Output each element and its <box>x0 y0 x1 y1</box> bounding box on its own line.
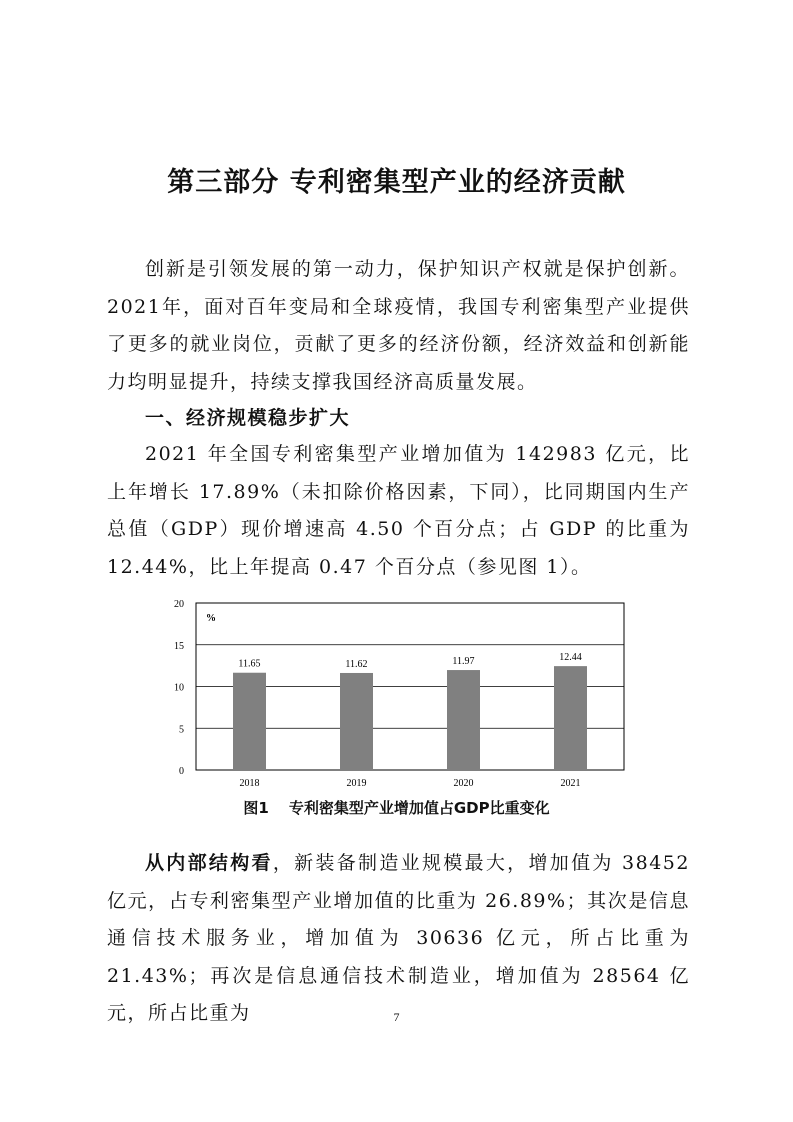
bar-2021 <box>554 666 587 770</box>
bar-2020 <box>447 670 480 770</box>
x-tick-label-2021: 2021 <box>560 778 581 789</box>
structure-text: ，新装备制造业规模最大，增加值为 38452 亿元，占专利密集型产业增加值的比重为 26.89%；其次是信息通信技术服务业，增加值为 30636 亿元，所占比重为 21.43%；再次是信息通信技术制造业，增加值为 28564 亿元，所占比重为 <box>107 852 690 1024</box>
section-paragraph: 2021 年全国专利密集型产业增加值为 142983 亿元，比上年增长 17.89%（未扣除价格因素，下同），比同期国内生产总值（GDP）现价增速高 4.50 个百分点；占 GDP 的比重为 12.44%，比上年提高 0.47 个百分点（参见图 1）。 <box>107 443 690 578</box>
bar-2019 <box>340 673 373 770</box>
intro-paragraph: 创新是引领发展的第一动力，保护知识产权就是保护创新。2021年，面对百年变局和全球疫情，我国专利密集型产业提供了更多的就业岗位，贡献了更多的经济份额，经济效益和创新能力均明显提升，持续支撑我国经济高质量发展。 <box>107 258 690 393</box>
data-label-2021: 12.44 <box>559 652 582 664</box>
y-tick-label-10: 10 <box>174 682 184 694</box>
y-tick-label-0: 0 <box>179 766 184 777</box>
figure-number: 图1 <box>243 799 269 817</box>
y-tick-label-15: 15 <box>174 640 184 652</box>
figure-1-chart <box>160 595 630 795</box>
x-tick-label-2018: 2018 <box>239 778 260 789</box>
figure-caption <box>0 797 793 818</box>
y-unit-label: % <box>206 613 216 624</box>
y-tick-label-5: 5 <box>179 724 184 736</box>
figure-caption-text: 专利密集型产业增加值占GDP比重变化 <box>288 799 550 817</box>
data-label-2018: 11.65 <box>238 658 261 670</box>
y-tick-label-20: 20 <box>174 599 184 610</box>
data-label-2019: 11.62 <box>345 658 368 670</box>
bar-chart-svg <box>160 595 630 795</box>
x-tick-label-2020: 2020 <box>453 778 474 789</box>
section-heading: 一、经济规模稳步扩大 <box>145 407 351 429</box>
structure-paragraph <box>107 845 690 1033</box>
page-number: 7 <box>393 1010 400 1024</box>
bar-2018 <box>233 673 266 770</box>
page-title: 第三部分 专利密集型产业的经济贡献 <box>167 167 626 198</box>
x-tick-label-2019: 2019 <box>346 778 367 789</box>
data-label-2020: 11.97 <box>452 656 475 668</box>
structure-lead: 从内部结构看 <box>145 852 273 874</box>
